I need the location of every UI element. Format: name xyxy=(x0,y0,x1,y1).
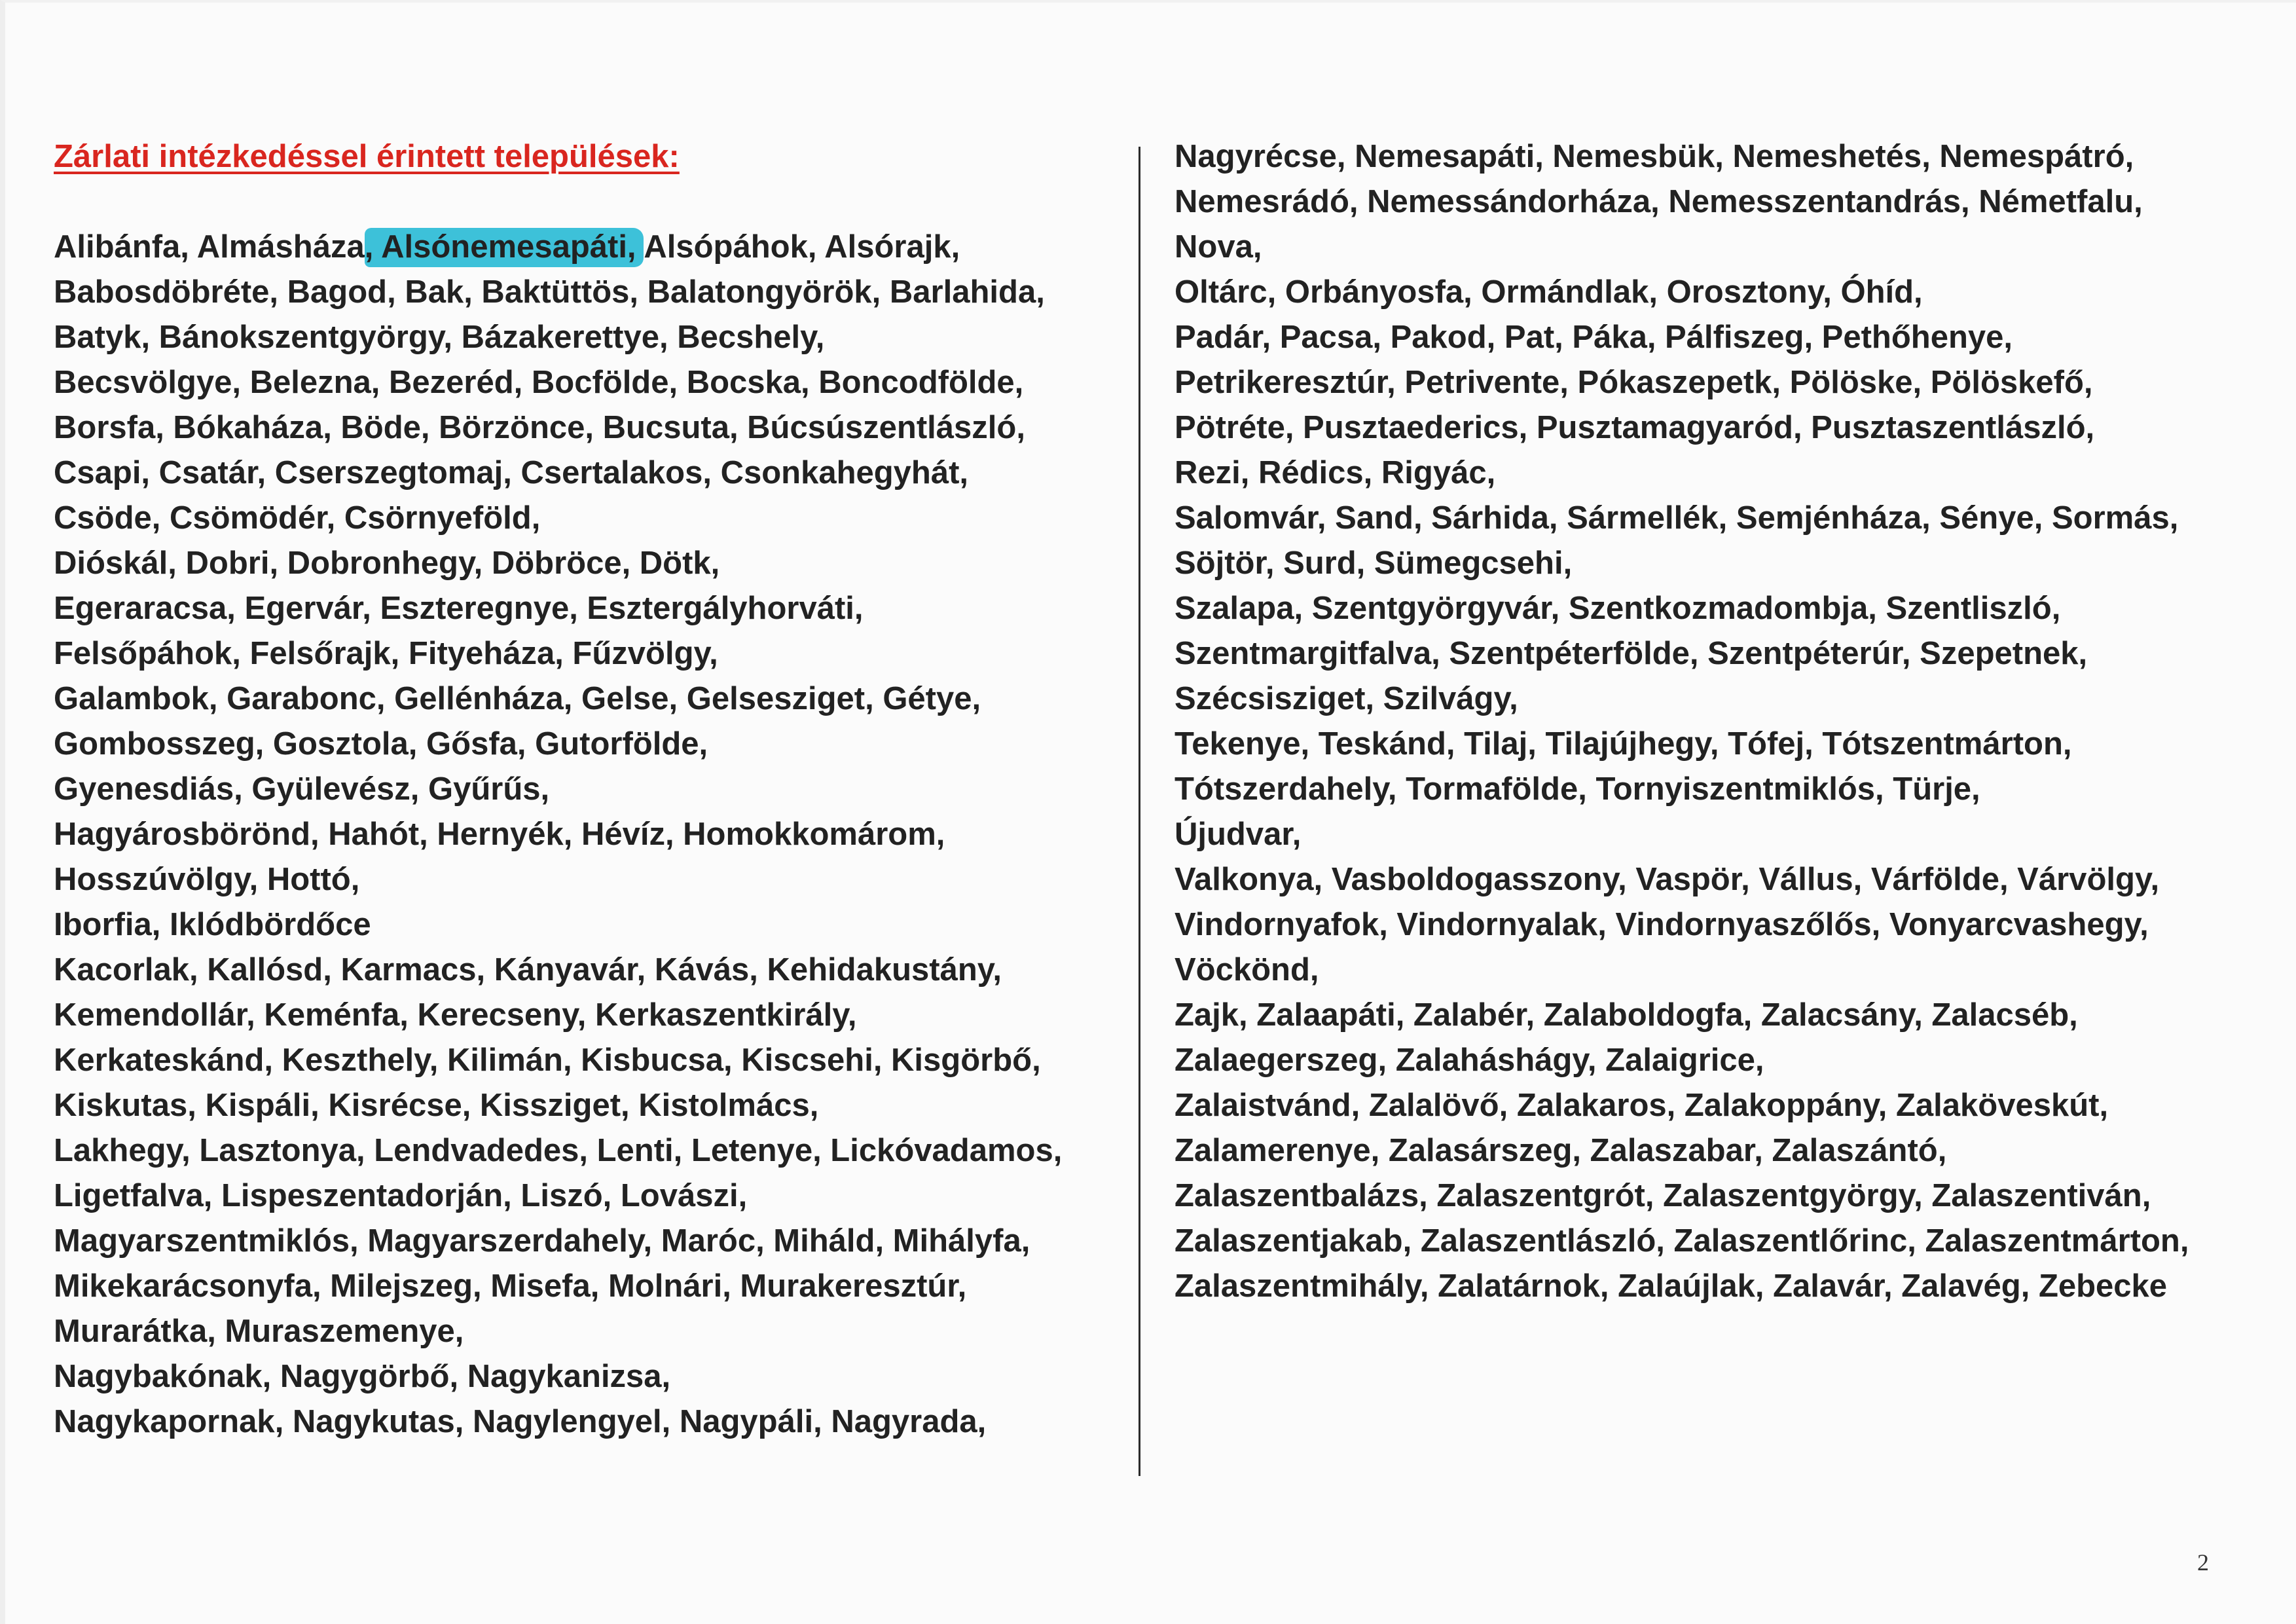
settlement-line: Iborfia, Iklódbördőce xyxy=(54,907,371,942)
settlement-line: Söjtör, Surd, Sümegcsehi, xyxy=(1175,545,1573,581)
settlement-line: Gyenesdiás, Gyülevész, Gyűrűs, xyxy=(54,771,550,807)
settlement-line: Kiskutas, Kispáli, Kisrécse, Kissziget, Kistolmács, xyxy=(54,1088,819,1123)
settlement-line: Felsőpáhok, Felsőrajk, Fityeháza, Fűzvölgy, xyxy=(54,636,718,671)
settlement-line: Szalapa, Szentgyörgyvár, Szentkozmadombja, Szentliszló, xyxy=(1175,591,2061,626)
settlement-line: Petrikeresztúr, Petrivente, Pókaszepetk, Pölöske, Pölöskefő, xyxy=(1175,365,2093,400)
settlement-line: Dióskál, Dobri, Dobronhegy, Döbröce, Dötk, xyxy=(54,545,720,581)
settlement-line: Galambok, Garabonc, Gellénháza, Gelse, Gelsesziget, Gétye, xyxy=(54,681,981,716)
settlement-line: Hagyárosbörönd, Hahót, Hernyék, Hévíz, Homokkomárom, xyxy=(54,817,945,852)
settlement-line: Nagybakónak, Nagygörbő, Nagykanizsa, xyxy=(54,1359,671,1394)
settlement-line: Zalaszentjakab, Zalaszentlászló, Zalaszentlőrinc, Zalaszentmárton, xyxy=(1175,1223,2189,1259)
first-settlement-line xyxy=(54,225,1062,270)
page-number: 2 xyxy=(2197,1549,2209,1576)
right-column xyxy=(1175,134,2189,1309)
settlement-line: Tekenye, Teskánd, Tilaj, Tilajújhegy, Tófej, Tótszentmárton, xyxy=(1175,726,2072,762)
settlement-line: Tótszerdahely, Tormafölde, Tornyiszentmiklós, Türje, xyxy=(1175,771,1980,807)
left-settlement-list xyxy=(54,270,1062,1445)
settlement-line: Csöde, Csömödér, Csörnyeföld, xyxy=(54,500,541,536)
settlement-line: Nagykapornak, Nagykutas, Nagylengyel, Nagypáli, Nagyrada, xyxy=(54,1404,987,1439)
settlement-line: Gombosszeg, Gosztola, Gősfa, Gutorfölde, xyxy=(54,726,708,762)
settlement-line: Magyarszentmiklós, Magyarszerdahely, Maróc, Miháld, Mihályfa, xyxy=(54,1223,1030,1259)
settlement-line: Zalaszentmihály, Zalatárnok, Zalaújlak, Zalavár, Zalavég, Zebecke xyxy=(1175,1268,2168,1304)
settlement-line: Nova, xyxy=(1175,229,1262,265)
settlement-line: Mikekarácsonyfa, Milejszeg, Misefa, Molnári, Murakeresztúr, xyxy=(54,1268,967,1304)
settlement-line: Hosszúvölgy, Hottó, xyxy=(54,862,360,897)
settlement-line: Oltárc, Orbányosfa, Ormándlak, Orosztony, Óhíd, xyxy=(1175,274,1923,310)
settlement-line: Padár, Pacsa, Pakod, Pat, Páka, Pálfiszeg, Pethőhenye, xyxy=(1175,320,2013,355)
heading-spacer xyxy=(54,179,1062,225)
settlement-line: Kerkateskánd, Keszthely, Kilimán, Kisbucsa, Kiscsehi, Kisgörbő, xyxy=(54,1043,1041,1078)
settlement-line: Egeraracsa, Egervár, Eszteregnye, Esztergályhorváti, xyxy=(54,591,864,626)
settlement-line: Csapi, Csatár, Cserszegtomaj, Csertalakos, Csonkahegyhát, xyxy=(54,455,969,490)
left-column xyxy=(54,134,1062,1445)
highlight-before: Alibánfa, Almásháza xyxy=(54,229,365,265)
highlighted-settlement: , Alsónemesapáti, xyxy=(365,228,644,267)
document-heading: Zárlati intézkedéssel érintett települések: xyxy=(54,139,680,174)
settlement-line: Batyk, Bánokszentgyörgy, Bázakerettye, Becshely, xyxy=(54,320,825,355)
settlement-line: Nemesrádó, Nemessándorháza, Nemesszentandrás, Németfalu, xyxy=(1175,184,2143,219)
settlement-line: Rezi, Rédics, Rigyác, xyxy=(1175,455,1496,490)
column-divider xyxy=(1139,147,1140,1476)
settlement-line: Kacorlak, Kallósd, Karmacs, Kányavár, Kávás, Kehidakustány, xyxy=(54,952,1002,987)
settlement-line: Ligetfalva, Lispeszentadorján, Liszó, Lovászi, xyxy=(54,1178,748,1213)
settlement-line: Szécsisziget, Szilvágy, xyxy=(1175,681,1518,716)
settlement-line: Babosdöbréte, Bagod, Bak, Baktüttös, Balatongyörök, Barlahida, xyxy=(54,274,1045,310)
settlement-line: Vindornyafok, Vindornyalak, Vindornyaszőlős, Vonyarcvashegy, xyxy=(1175,907,2149,942)
settlement-line: Kemendollár, Keménfa, Kerecseny, Kerkaszentkirály, xyxy=(54,997,857,1033)
settlement-line: Zalaegerszeg, Zalaháshágy, Zalaigrice, xyxy=(1175,1043,1764,1078)
settlement-line: Nagyrécse, Nemesapáti, Nemesbük, Nemeshetés, Nemespátró, xyxy=(1175,139,2134,174)
settlement-line: Zajk, Zalaapáti, Zalabér, Zalaboldogfa, Zalacsány, Zalacséb, xyxy=(1175,997,2078,1033)
right-settlement-list xyxy=(1175,134,2189,1309)
settlement-line: Borsfa, Bókaháza, Böde, Börzönce, Bucsuta, Búcsúszentlászló, xyxy=(54,410,1025,445)
settlement-line: Becsvölgye, Belezna, Bezeréd, Bocfölde, Bocska, Boncodfölde, xyxy=(54,365,1024,400)
settlement-line: Újudvar, xyxy=(1175,817,1302,852)
settlement-line: Valkonya, Vasboldogasszony, Vaspör, Vállus, Várfölde, Várvölgy, xyxy=(1175,862,2160,897)
settlement-line: Salomvár, Sand, Sárhida, Sármellék, Semjénháza, Sénye, Sormás, xyxy=(1175,500,2179,536)
settlement-line: Lakhegy, Lasztonya, Lendvadedes, Lenti, Letenye, Lickóvadamos, xyxy=(54,1133,1063,1168)
settlement-line: Szentmargitfalva, Szentpéterfölde, Szentpéterúr, Szepetnek, xyxy=(1175,636,2088,671)
settlement-line: Zalaszentbalázs, Zalaszentgrót, Zalaszentgyörgy, Zalaszentiván, xyxy=(1175,1178,2151,1213)
settlement-line: Zalaistvánd, Zalalövő, Zalakaros, Zalakoppány, Zalaköveskút, xyxy=(1175,1088,2109,1123)
settlement-line: Murarátka, Muraszemenye, xyxy=(54,1314,464,1349)
settlement-line: Zalamerenye, Zalasárszeg, Zalaszabar, Zalaszántó, xyxy=(1175,1133,1947,1168)
highlight-after: Alsópáhok, Alsórajk, xyxy=(644,229,960,265)
settlement-line: Pötréte, Pusztaederics, Pusztamagyaród, Pusztaszentlászló, xyxy=(1175,410,2095,445)
settlement-line: Vöckönd, xyxy=(1175,952,1319,987)
